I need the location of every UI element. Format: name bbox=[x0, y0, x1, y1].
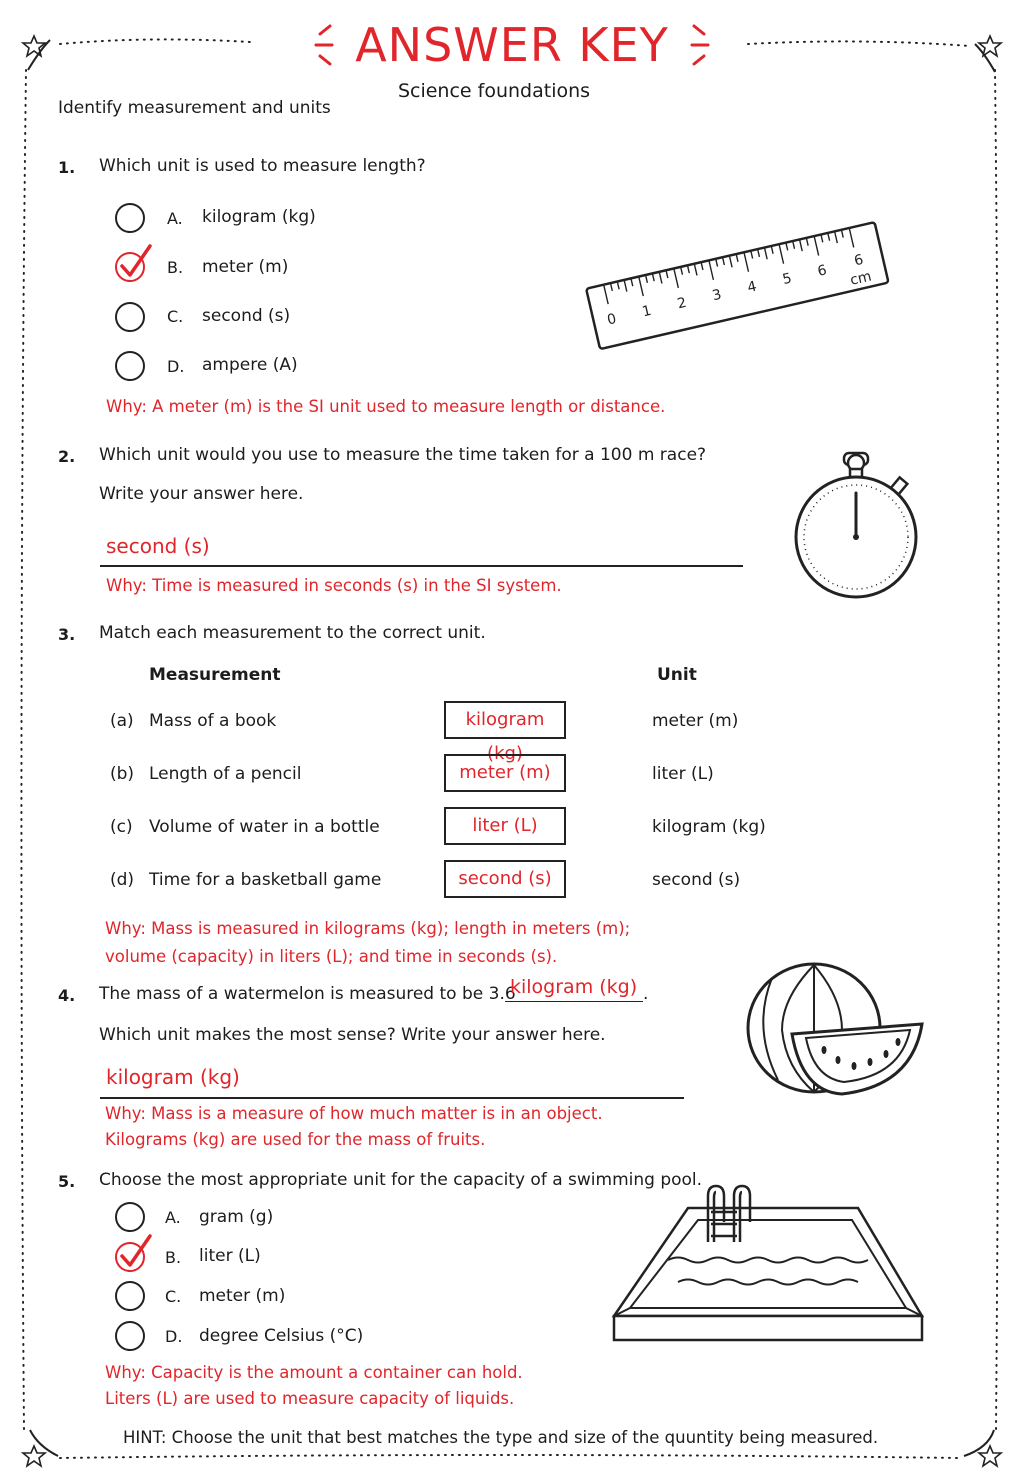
option-text: liter (L) bbox=[199, 1246, 261, 1266]
ruler-tick-label: 6 bbox=[852, 251, 865, 270]
match-answer-box[interactable]: meter (m) bbox=[444, 754, 566, 792]
measurement-text: Mass of a book bbox=[149, 711, 277, 731]
explanation-text: Why: Mass is measured in kilograms (kg); length in meters (m); bbox=[105, 919, 631, 938]
explanation-text: Why: Time is measured in seconds (s) in the SI system. bbox=[106, 576, 562, 595]
measurement-text: Length of a pencil bbox=[149, 764, 302, 784]
answer-prompt: Which unit makes the most sense? Write your answer here. bbox=[99, 1025, 606, 1045]
question-text: Which unit would you use to measure the time taken for a 100 m race? bbox=[99, 445, 707, 465]
option-radio[interactable] bbox=[115, 203, 145, 233]
question-text: Match each measurement to the correct unit. bbox=[99, 623, 486, 643]
unit-option: kilogram (kg) bbox=[652, 817, 766, 837]
option-text: ampere (A) bbox=[202, 355, 298, 375]
ruler-tick-label: 4 bbox=[745, 278, 759, 297]
title-text: ANSWER KEY bbox=[355, 17, 669, 72]
option-text: second (s) bbox=[202, 306, 291, 326]
explanation-text: Why: A meter (m) is the SI unit used to measure length or distance. bbox=[106, 397, 666, 416]
section-heading: Identify measurement and units bbox=[58, 98, 331, 118]
ruler-tick-label: 2 bbox=[675, 294, 689, 313]
option-text: meter (m) bbox=[199, 1286, 286, 1306]
match-answer-box[interactable]: second (s) bbox=[444, 860, 566, 898]
explanation-text: Why: Capacity is the amount a container can hold. bbox=[105, 1363, 523, 1382]
option-radio[interactable] bbox=[115, 302, 145, 332]
subtitle: Science foundations bbox=[397, 80, 591, 102]
question-number: 4. bbox=[58, 986, 76, 1005]
column-header-unit: Unit bbox=[657, 665, 697, 685]
stopwatch-illustration bbox=[788, 445, 923, 605]
checkmark-icon bbox=[114, 1230, 154, 1272]
explanation-text: Why: Mass is a measure of how much matter is in an object. bbox=[105, 1104, 603, 1123]
burst-lines-icon bbox=[310, 20, 340, 70]
option-radio[interactable] bbox=[115, 1321, 145, 1351]
option-letter: D. bbox=[167, 357, 185, 376]
answer-prompt: Write your answer here. bbox=[99, 484, 304, 504]
swimming-pool-illustration bbox=[608, 1182, 928, 1352]
sentence-period: . bbox=[643, 984, 649, 1004]
match-answer-box[interactable]: liter (L) bbox=[444, 807, 566, 845]
ruler-unit-label: cm bbox=[848, 268, 874, 289]
answer-text[interactable]: second (s) bbox=[106, 534, 210, 558]
watermelon-illustration bbox=[742, 958, 932, 1108]
question-number: 1. bbox=[58, 158, 76, 177]
option-letter: D. bbox=[165, 1327, 183, 1346]
option-text: degree Celsius (°C) bbox=[199, 1326, 364, 1346]
option-letter: C. bbox=[167, 307, 184, 326]
hint-text: HINT: Choose the unit that best matches the type and size of the quuntity being measured. bbox=[123, 1428, 879, 1447]
answer-line bbox=[100, 565, 743, 567]
ruler-tick-label: 0 bbox=[605, 310, 618, 329]
option-text: meter (m) bbox=[202, 257, 289, 277]
unit-option: liter (L) bbox=[652, 764, 714, 784]
question-text: Which unit is used to measure length? bbox=[99, 156, 426, 176]
column-header-measurement: Measurement bbox=[149, 665, 281, 685]
ruler-tick-label: 1 bbox=[640, 302, 654, 321]
answer-line bbox=[100, 1097, 684, 1099]
option-letter: C. bbox=[165, 1287, 182, 1306]
option-letter: A. bbox=[165, 1208, 181, 1227]
row-label: (b) bbox=[110, 764, 135, 784]
page-title bbox=[0, 14, 1024, 72]
option-letter: A. bbox=[167, 209, 183, 228]
measurement-text: Time for a basketball game bbox=[149, 870, 382, 890]
burst-lines-icon bbox=[684, 20, 714, 70]
option-radio[interactable] bbox=[115, 1281, 145, 1311]
measurement-text: Volume of water in a bottle bbox=[149, 817, 380, 837]
option-radio[interactable] bbox=[115, 1202, 145, 1232]
explanation-text: Kilograms (kg) are used for the mass of fruits. bbox=[105, 1130, 486, 1149]
match-answer-box[interactable]: kilogram (kg) bbox=[444, 701, 566, 739]
question-number: 2. bbox=[58, 447, 76, 466]
row-label: (c) bbox=[110, 817, 133, 837]
answer-text[interactable]: kilogram (kg) bbox=[106, 1065, 240, 1089]
inline-answer-line bbox=[505, 1001, 643, 1002]
explanation-text: Liters (L) are used to measure capacity of liquids. bbox=[105, 1389, 515, 1408]
option-text: kilogram (kg) bbox=[202, 207, 316, 227]
option-text: gram (g) bbox=[199, 1207, 274, 1227]
question-text: The mass of a watermelon is measured to be 3.6 bbox=[99, 984, 516, 1004]
ruler-tick-label: 5 bbox=[781, 270, 794, 289]
question-number: 5. bbox=[58, 1172, 76, 1191]
unit-option: meter (m) bbox=[652, 711, 739, 731]
row-label: (a) bbox=[110, 711, 134, 731]
explanation-text: volume (capacity) in liters (L); and time in seconds (s). bbox=[105, 947, 558, 966]
checkmark-icon bbox=[114, 240, 154, 282]
question-text: Choose the most appropriate unit for the capacity of a swimming pool. bbox=[99, 1170, 703, 1190]
option-radio[interactable] bbox=[115, 351, 145, 381]
inline-answer[interactable]: kilogram (kg) bbox=[510, 976, 638, 998]
option-letter: B. bbox=[165, 1248, 182, 1267]
ruler-tick-label: 3 bbox=[710, 286, 724, 305]
question-number: 3. bbox=[58, 625, 76, 644]
unit-option: second (s) bbox=[652, 870, 741, 890]
row-label: (d) bbox=[110, 870, 135, 890]
option-letter: B. bbox=[167, 258, 184, 277]
ruler-tick-label: 6 bbox=[816, 262, 829, 280]
ruler-illustration bbox=[580, 205, 890, 355]
